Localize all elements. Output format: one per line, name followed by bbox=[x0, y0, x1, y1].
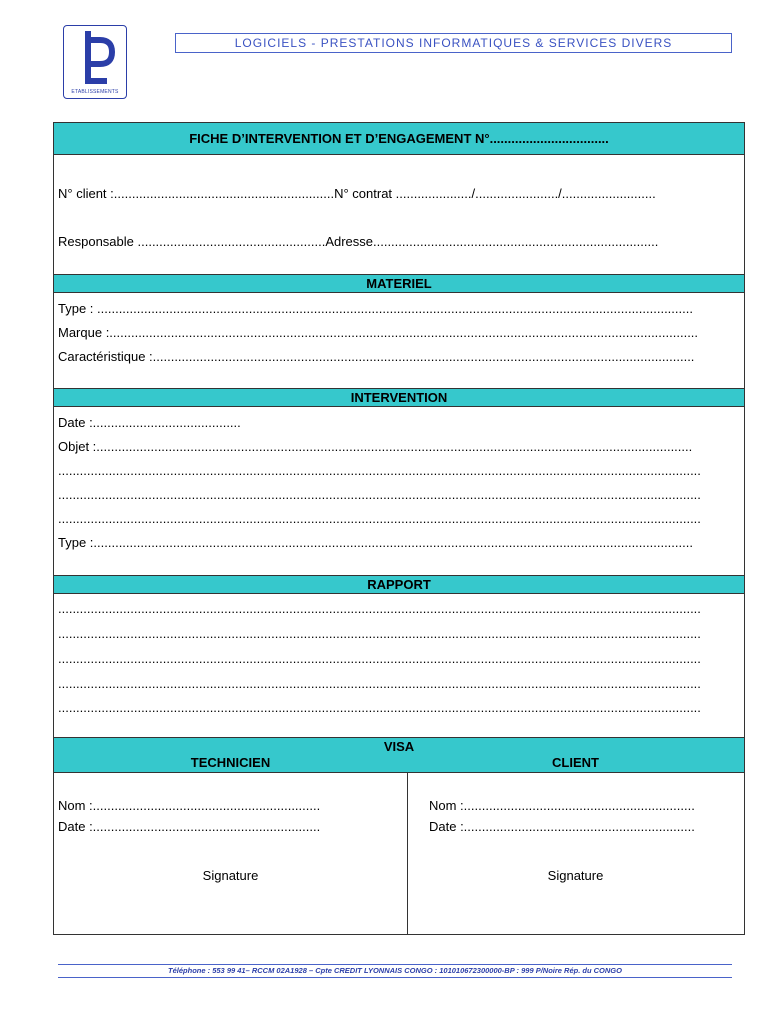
company-logo bbox=[63, 25, 127, 99]
materiel-heading: MATERIEL bbox=[54, 274, 744, 293]
materiel-caracteristique-line: Caractéristique :...................................................................................................................................................... bbox=[58, 349, 695, 364]
client-contract-line: N° client :.............................................................N° contrat ...................../......................./.......................... bbox=[58, 186, 656, 201]
rapport-line: .................................................................................................................................................................................. bbox=[58, 700, 701, 715]
intervention-form bbox=[53, 122, 745, 935]
materiel-type-line: Type : ..................................................................................................................................................................... bbox=[58, 301, 693, 316]
intervention-blank-line: .................................................................................................................................................................................. bbox=[58, 511, 701, 526]
intervention-blank-line: .................................................................................................................................................................................. bbox=[58, 487, 701, 502]
technicien-section bbox=[54, 755, 408, 934]
logo-caption: ETABLISSEMENTS bbox=[71, 89, 119, 95]
rapport-line: .................................................................................................................................................................................. bbox=[58, 601, 701, 616]
rapport-line: .................................................................................................................................................................................. bbox=[58, 676, 701, 691]
rapport-line: .................................................................................................................................................................................. bbox=[58, 651, 701, 666]
rapport-line: .................................................................................................................................................................................. bbox=[58, 626, 701, 641]
intervention-objet-line: Objet :..................................................................................................................................................................... bbox=[58, 439, 693, 454]
client-signature-label: Signature bbox=[547, 868, 604, 883]
responsable-address-line: Responsable ....................................................Adresse............................................................................... bbox=[58, 234, 659, 249]
intervention-blank-line: .................................................................................................................................................................................. bbox=[58, 463, 701, 478]
client-heading: CLIENT bbox=[407, 755, 744, 773]
intervention-date-line: Date :......................................... bbox=[58, 415, 241, 430]
client-nom-line: Nom :................................................................ bbox=[429, 798, 695, 813]
technicien-date-line: Date :............................................................... bbox=[58, 819, 321, 834]
client-section bbox=[407, 755, 744, 934]
technicien-heading: TECHNICIEN bbox=[54, 755, 407, 773]
technicien-nom-line: Nom :............................................................... bbox=[58, 798, 321, 813]
header-banner: LOGICIELS - PRESTATIONS INFORMATIQUES & SERVICES DIVERS bbox=[175, 33, 732, 53]
visa-heading: VISA bbox=[54, 737, 744, 756]
form-title: FICHE D’INTERVENTION ET D’ENGAGEMENT N°................................. bbox=[54, 122, 744, 155]
materiel-marque-line: Marque :................................................................................................................................................................... bbox=[58, 325, 699, 340]
rapport-heading: RAPPORT bbox=[54, 575, 744, 594]
client-date-line: Date :................................................................ bbox=[429, 819, 695, 834]
intervention-type-line: Type :...................................................................................................................................................................... bbox=[58, 535, 693, 550]
technicien-signature-label: Signature bbox=[202, 868, 259, 883]
intervention-heading: INTERVENTION bbox=[54, 388, 744, 407]
footer-contact-info: Téléphone : 553 99 41– RCCM 02A1928 – Cpte CREDIT LYONNAIS CONGO : 101010672300000-BP : 999 P/Noire Rép. du CONGO bbox=[58, 964, 732, 978]
